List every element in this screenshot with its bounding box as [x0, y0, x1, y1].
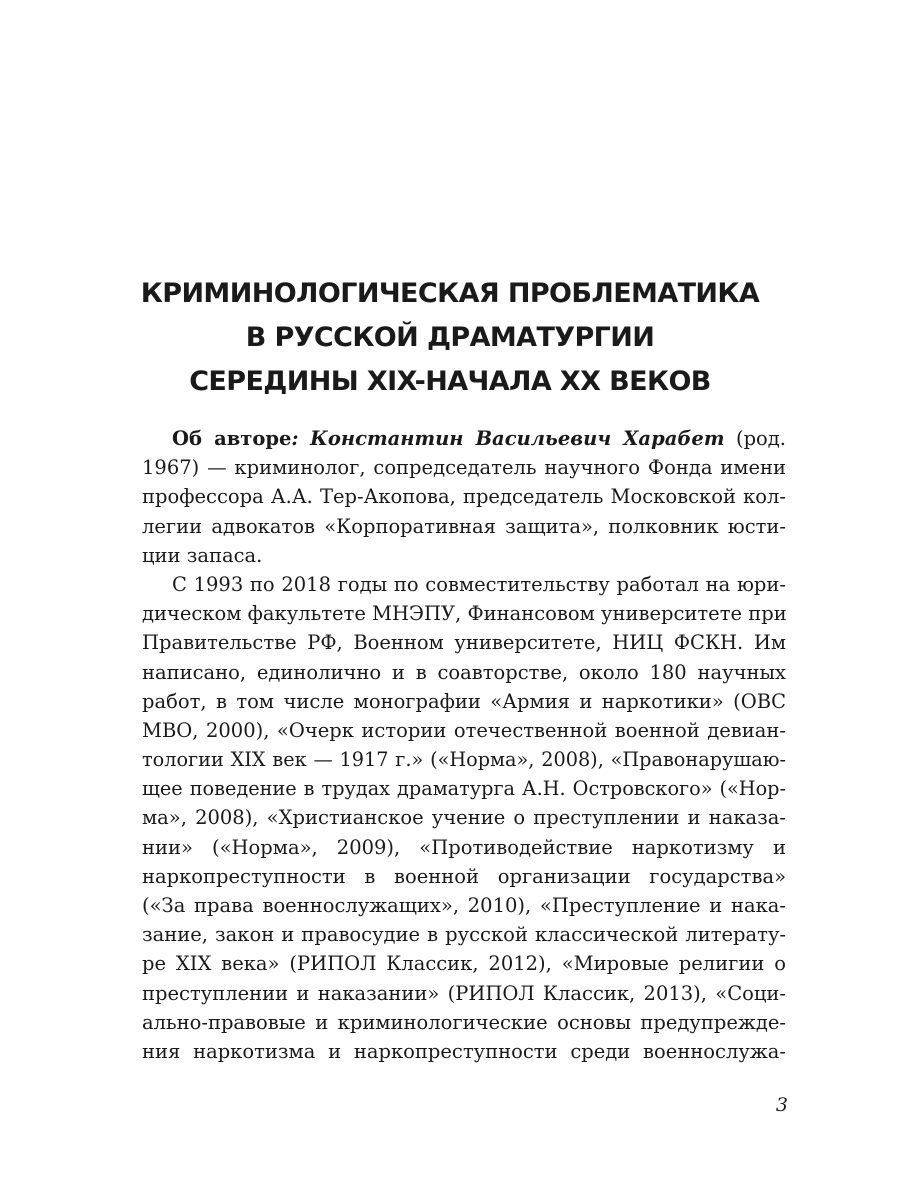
career-line-11: наркопреступности в военной организации государства» [142, 864, 786, 888]
about-line-2: 1967) — криминолог, сопредседатель научного Фонда имени [142, 456, 786, 480]
career-line-17: ния наркотизма и наркопреступности среди военнослужа- [142, 1039, 786, 1063]
about-line-5: ции запаса. [142, 543, 263, 567]
career-line-7: тологии XIX век — 1917 г.» («Норма», 2008), «Правонарушаю- [142, 748, 786, 772]
author-name: Константин Васильевич Харабет [310, 427, 725, 450]
about-label-suffix: е [279, 427, 292, 450]
about-line-4: легии адвокатов «Корпоративная защита», полковник юсти- [142, 514, 786, 538]
career-line-4: написано, единолично и в соавторстве, около 180 научных [142, 660, 786, 684]
career-line-9: ма», 2008), «Христианское учение о преступлении и наказа- [142, 806, 786, 830]
career-line-15: преступлении и наказании» (РИПОЛ Классик, 2013), «Соци- [142, 981, 786, 1005]
about-line-1-rest: (род. [724, 427, 787, 450]
page-number: 3 [775, 1094, 788, 1116]
career-line-14: ре XIX века» (РИПОЛ Классик, 2012), «Мировые религии о [142, 952, 786, 976]
career-paragraph [142, 570, 786, 1066]
career-line-10: нии» («Норма», 2009), «Противодействие наркотизму и [142, 835, 786, 859]
career-line-3: Правительстве РФ, Военном университете, НИЦ ФСКН. Им [142, 631, 786, 655]
about-author-paragraph [142, 424, 786, 570]
career-line-5: работ, в том числе монографии «Армия и наркотики» (ОВС [142, 689, 786, 713]
career-line-13: зание, закон и правосудие в русской классической литерату- [142, 923, 786, 947]
about-line-3: профессора А.А. Тер-Акопова, председатель Московской кол- [142, 485, 786, 509]
career-line-12: («За права военнослужащих», 2010), «Преступление и нака- [142, 894, 786, 917]
about-label: Об автор [172, 427, 279, 450]
about-colon: : [291, 427, 299, 450]
title-line-2: В РУССКОЙ ДРАМАТУРГИИ [245, 322, 655, 353]
title-line-1: КРИМИНОЛОГИЧЕСКАЯ ПРОБЛЕМАТИКА [140, 278, 760, 309]
career-line-2: дическом факультете МНЭПУ, Финансовом университете при [142, 602, 787, 626]
career-line-1: С 1993 по 2018 годы по совместительству работал на юри- [172, 572, 786, 596]
about-line-1 [142, 424, 786, 453]
career-line-16: ально-правовые и криминологические основы предупрежде- [142, 1010, 786, 1034]
chapter-title [100, 272, 800, 404]
body-text [142, 424, 786, 1066]
title-line-3: СЕРЕДИНЫ XIX-НАЧАЛА XX ВЕКОВ [189, 366, 711, 397]
career-line-6: МВО, 2000), «Очерк истории отечественной военной девиан- [142, 718, 786, 742]
career-line-8: щее поведение в трудах драматурга А.Н. Островского» («Нор- [142, 777, 786, 801]
